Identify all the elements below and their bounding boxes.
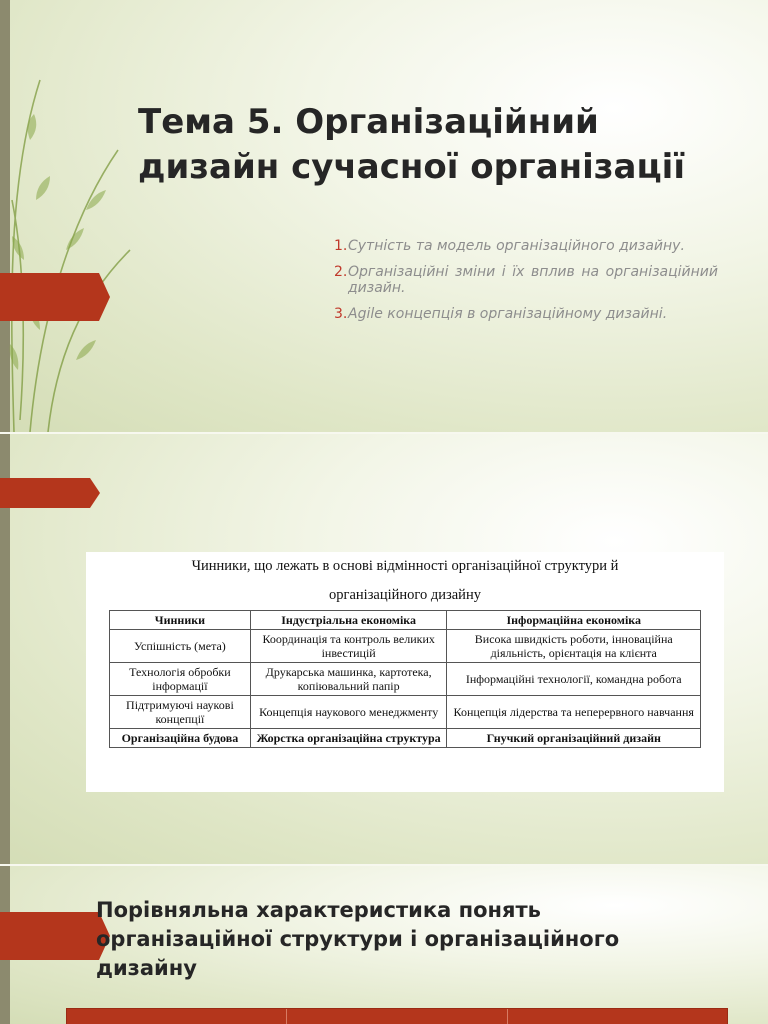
comparison-table-header (66, 1008, 728, 1024)
column-header: Інформаційна економіка (447, 611, 701, 630)
accent-arrow (0, 478, 100, 508)
leaf-decoration-icon (0, 0, 150, 432)
table-row (110, 729, 701, 748)
table-cell: Підтримуючі наукові концепції (110, 696, 251, 729)
table-cell: Координація та контроль великих інвестицій (250, 630, 447, 663)
table-cell: Висока швидкість роботи, інноваційна діяльність, орієнтація на клієнта (447, 630, 701, 663)
table-header-cell (508, 1009, 727, 1024)
factors-table-card (86, 552, 724, 792)
agenda-number: 3. (334, 306, 348, 322)
table-header-cell (67, 1009, 287, 1024)
slide-title: Порівняльна характеристика понять організаційної структури і організаційного дизайну (96, 898, 620, 980)
agenda-text: Організаційні зміни і їх вплив на організаційний дизайн. (348, 264, 718, 296)
accent-arrow (0, 273, 110, 321)
table-header-row (110, 611, 701, 630)
agenda-item (334, 264, 718, 296)
column-header: Індустріальна економіка (250, 611, 447, 630)
table-cell: Жорстка організаційна структура (250, 729, 447, 748)
agenda-text: Сутність та модель організаційного дизайну. (348, 238, 685, 254)
factors-table (109, 610, 701, 748)
column-header: Чинники (110, 611, 251, 630)
table-cell: Друкарська машинка, картотека, копіювальний папір (250, 663, 447, 696)
agenda-number: 2. (334, 264, 348, 280)
table-caption: Чинники, що лежать в основі відмінності організаційної структури й (191, 558, 619, 574)
slide-1 (0, 0, 768, 432)
slide-2 (0, 434, 768, 864)
table-cell: Концепція наукового менеджменту (250, 696, 447, 729)
slide-title: Тема 5. Організаційний дизайн сучасної організації (138, 102, 685, 187)
agenda-item (334, 306, 718, 322)
agenda-list (334, 238, 718, 332)
table-cell: Успішність (мета) (110, 630, 251, 663)
agenda-number: 1. (334, 238, 348, 254)
agenda-text: Agile концепція в організаційному дизайні. (348, 306, 668, 322)
table-cell: Інформаційні технології, командна робота (447, 663, 701, 696)
accent-arrow (0, 912, 110, 960)
table-header-cell (287, 1009, 507, 1024)
table-cell: Гнучкий організаційний дизайн (447, 729, 701, 748)
table-cell: Організаційна будова (110, 729, 251, 748)
table-caption-continued: організаційного дизайну (329, 587, 481, 603)
table-row (110, 663, 701, 696)
table-cell: Технологія обробки інформації (110, 663, 251, 696)
table-row (110, 696, 701, 729)
table-row (110, 630, 701, 663)
agenda-item (334, 238, 718, 254)
slide-3 (0, 866, 768, 1024)
table-cell: Концепція лідерства та неперервного навчання (447, 696, 701, 729)
